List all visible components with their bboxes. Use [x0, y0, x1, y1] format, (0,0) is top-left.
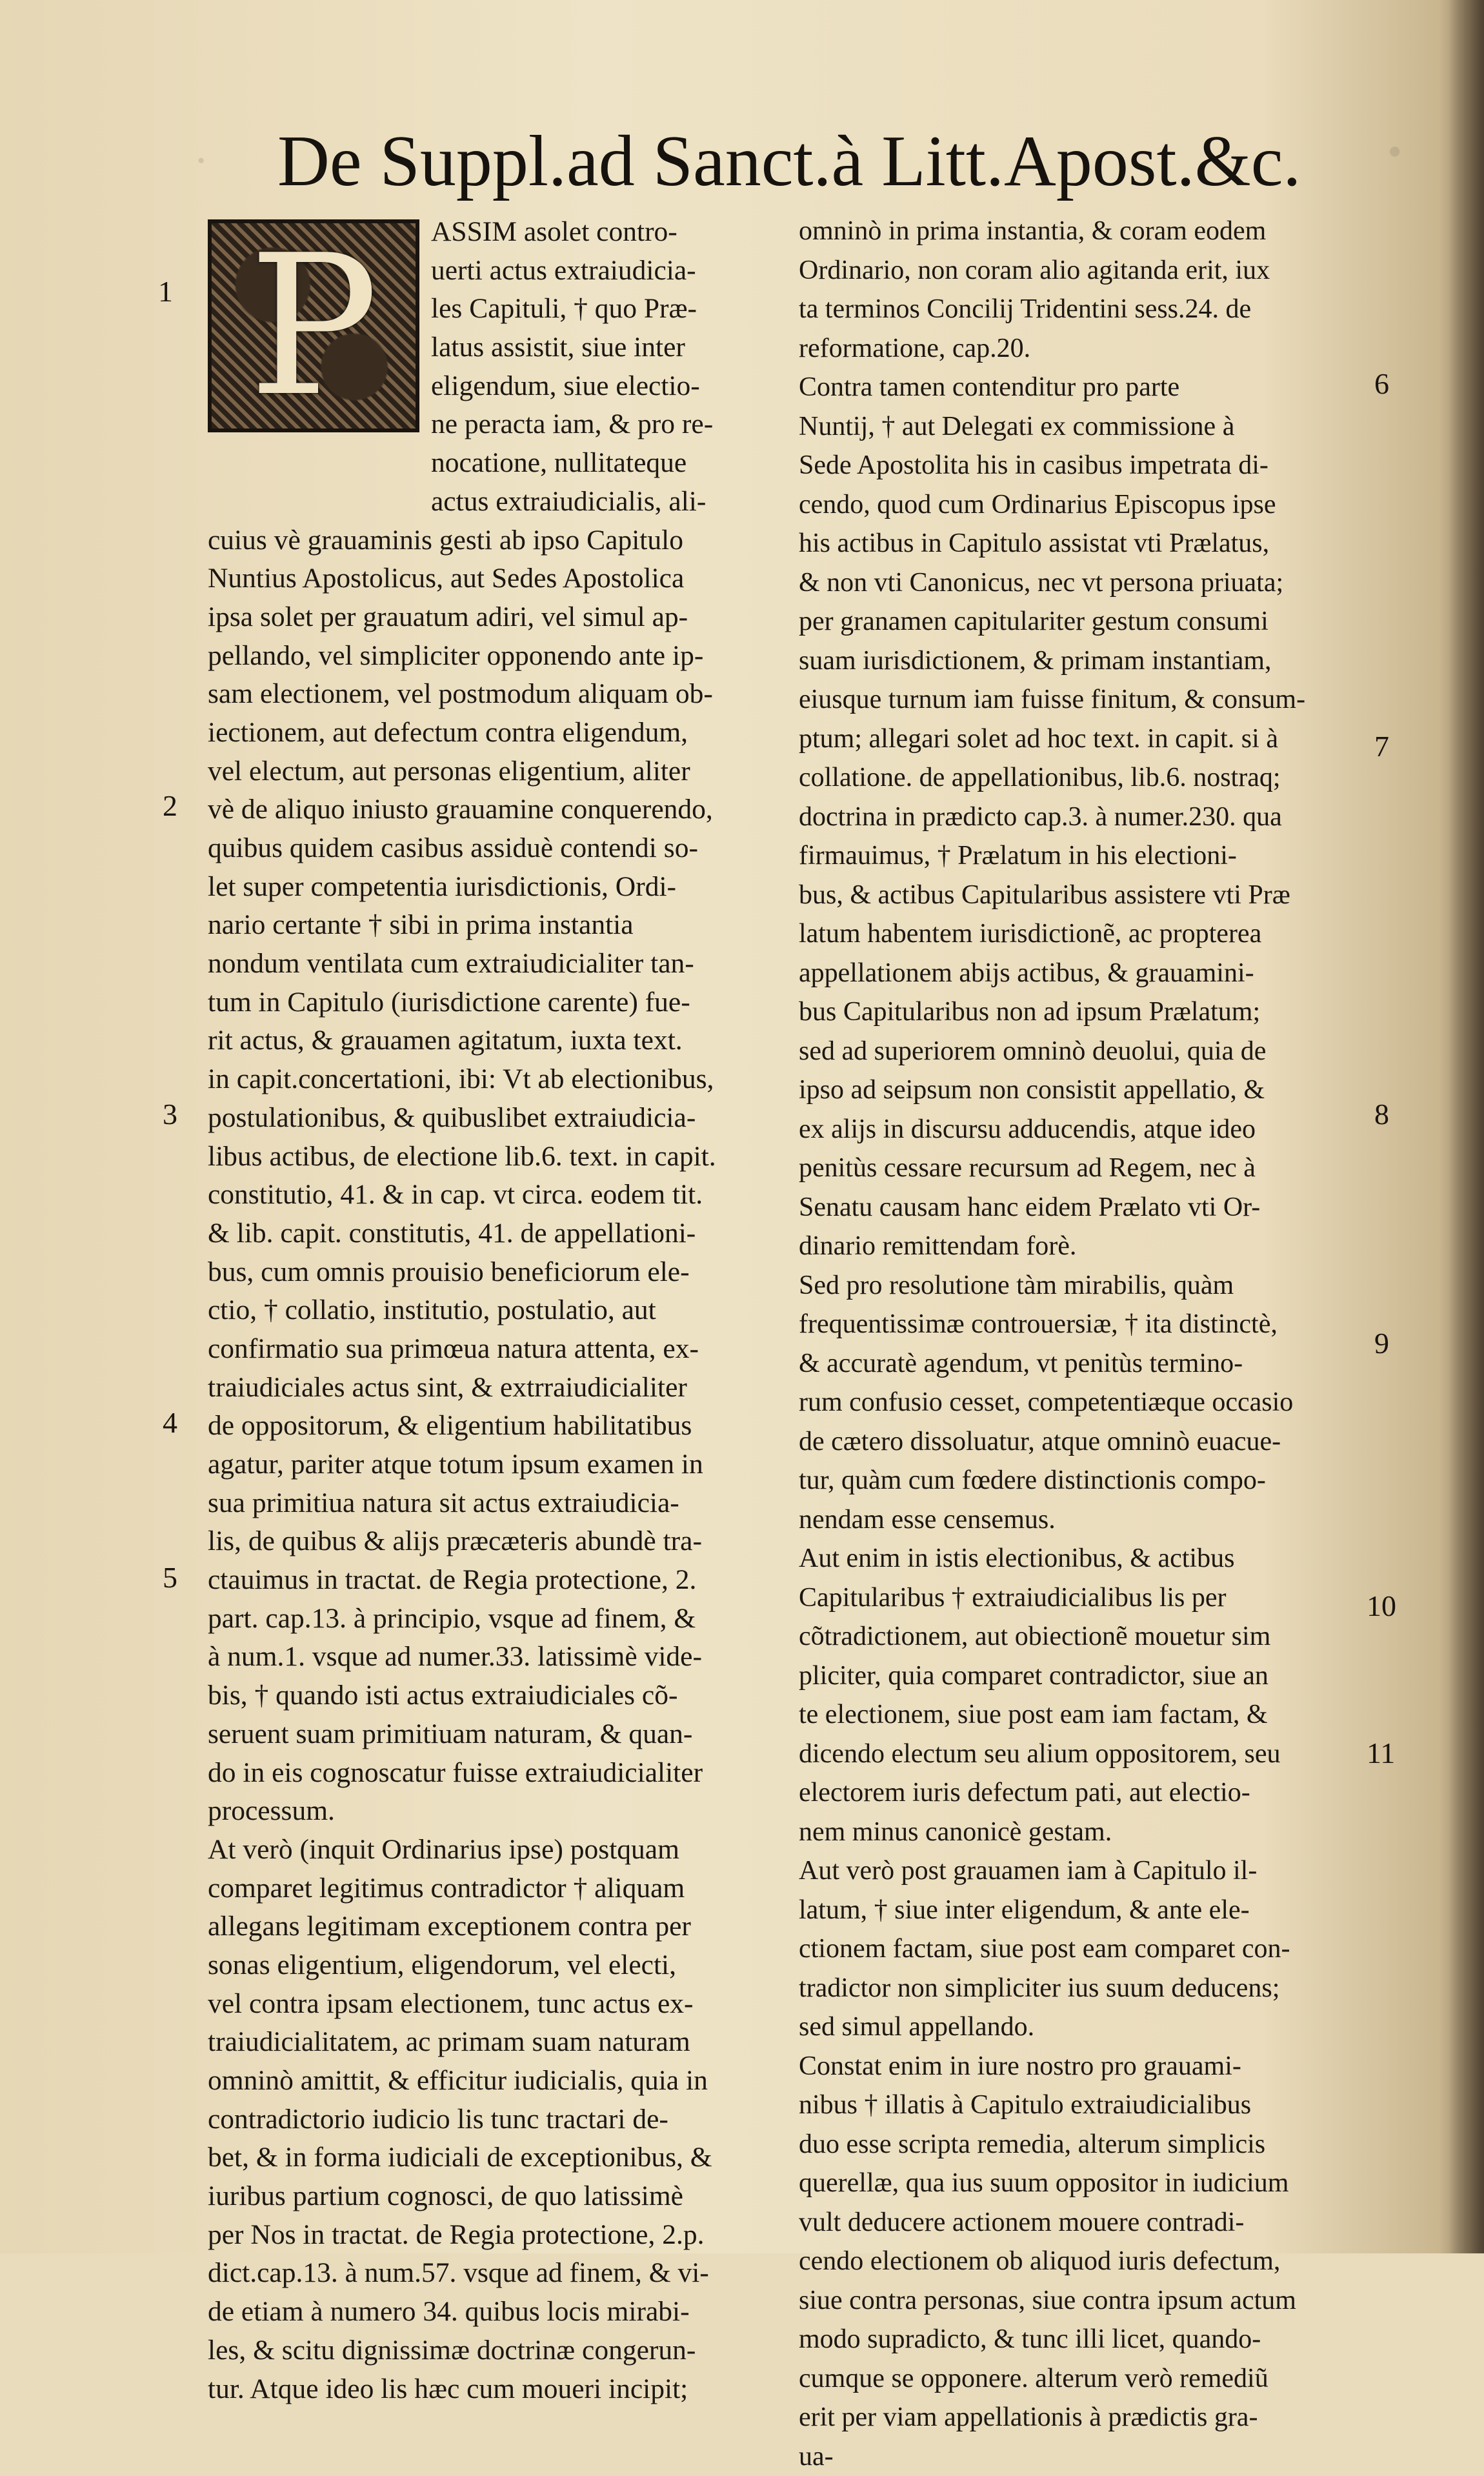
- text-line: ctauimus in tractat. de Regia protectione, 2.: [208, 1561, 776, 1600]
- text-line: firmauimus, † Prælatum in his electioni-: [799, 836, 1355, 876]
- text-line: & lib. capit. constitutis, 41. de appellationi-: [208, 1214, 776, 1253]
- text-line: actus extraiudicialis, ali-: [208, 483, 776, 521]
- text-line: eligendum, siue electio-: [208, 367, 776, 406]
- text-line: his actibus in Capitulo assistat vti Prælatus,: [799, 524, 1355, 563]
- text-line: de cætero dissoluatur, atque omninò euacue-: [799, 1422, 1355, 1462]
- margin-number-5: 5: [163, 1560, 177, 1595]
- text-line: Aut verò post grauamen iam à Capitulo il-: [799, 1851, 1355, 1891]
- text-line: Contra tamen contenditur pro parte: [799, 368, 1355, 407]
- text-line: sed ad superiorem omninò deuolui, quia de: [799, 1032, 1355, 1071]
- text-line: penitùs cessare recursum ad Regem, nec à: [799, 1149, 1355, 1188]
- text-line: omninò in prima instantia, & coram eodem: [799, 212, 1355, 251]
- text-line: ipso ad seipsum non consistit appellatio, &: [799, 1071, 1355, 1110]
- right-column: [799, 212, 1355, 2476]
- text-line: in capit.concertationi, ibi: Vt ab electionibus,: [208, 1060, 776, 1099]
- text-line: bet, & in forma iudiciali de exceptionibus, &: [208, 2139, 776, 2177]
- text-line: & non vti Canonicus, nec vt persona priuata;: [799, 563, 1355, 603]
- text-line: appellationem abijs actibus, & grauamini-: [799, 954, 1355, 993]
- text-line: collatione. de appellationibus, lib.6. nostraq;: [799, 758, 1355, 798]
- text-line: sua primitiua natura sit actus extraiudicia-: [208, 1484, 776, 1523]
- text-line: comparet legitimus contradictor † aliquam: [208, 1869, 776, 1908]
- bleed-through-left: ·: [194, 136, 208, 187]
- text-line: sed simul appellando.: [799, 2008, 1355, 2047]
- text-line: ne peracta iam, & pro re-: [208, 405, 776, 444]
- text-line: ua-: [799, 2437, 1355, 2476]
- text-line: cuius vè grauaminis gesti ab ipso Capitulo: [208, 521, 776, 560]
- text-line: latum habentem iurisdictionẽ, ac propterea: [799, 914, 1355, 954]
- text-line: ctio, † collatio, institutio, postulatio, aut: [208, 1291, 776, 1330]
- text-line: rum confusio cesset, competentiæque occasio: [799, 1383, 1355, 1422]
- text-line: Aut enim in istis electionibus, & actibus: [799, 1539, 1355, 1578]
- text-line: nendam esse censemus.: [799, 1500, 1355, 1540]
- text-line: suam iurisdictionem, & primam instantiam,: [799, 641, 1355, 681]
- text-line: Ordinario, non coram alio agitanda erit, iux: [799, 251, 1355, 290]
- text-line: Sede Apostolita his in casibus impetrata di-: [799, 446, 1355, 485]
- text-line: de etiam à numero 34. quibus locis mirabi-: [208, 2293, 776, 2331]
- text-line: pliciter, quia comparet contradictor, siue an: [799, 1656, 1355, 1696]
- margin-number-9: 9: [1374, 1326, 1389, 1360]
- text-line: processum.: [208, 1792, 776, 1831]
- margin-number-8: 8: [1374, 1097, 1389, 1131]
- text-line: & accuratè agendum, vt penitùs termino-: [799, 1344, 1355, 1384]
- text-line: iuribus partium cognosci, de quo latissimè: [208, 2177, 776, 2216]
- text-line: part. cap.13. à principio, vsque ad finem, &: [208, 1600, 776, 1638]
- margin-number-3: 3: [163, 1097, 177, 1131]
- text-line: nondum ventilata cum extraiudicialiter tan-: [208, 945, 776, 983]
- text-line: tum in Capitulo (iurisdictione carente) fue-: [208, 983, 776, 1022]
- text-line: tur, quàm cum fœdere distinctionis compo-: [799, 1461, 1355, 1500]
- text-line: agatur, pariter atque totum ipsum examen in: [208, 1445, 776, 1484]
- left-column: [208, 213, 776, 2408]
- text-line: vel contra ipsam electionem, tunc actus ex-: [208, 1985, 776, 2024]
- text-line: bus Capitularibus non ad ipsum Prælatum;: [799, 992, 1355, 1032]
- text-line: te electionem, siue post eam iam factam, &: [799, 1695, 1355, 1735]
- text-line: cendo, quod cum Ordinarius Episcopus ipse: [799, 485, 1355, 525]
- text-line: tradictor non simpliciter ius suum deducens;: [799, 1969, 1355, 2008]
- text-line: postulationibus, & quibuslibet extraiudicia-: [208, 1099, 776, 1138]
- bleed-through-right: ·: [1381, 103, 1409, 200]
- text-line: per Nos in tractat. de Regia protectione, 2.p.: [208, 2216, 776, 2255]
- margin-number-7: 7: [1374, 729, 1389, 763]
- text-line: do in eis cognoscatur fuisse extraiudicialiter: [208, 1754, 776, 1793]
- text-line: traiudicialitatem, ac primam suam naturam: [208, 2023, 776, 2062]
- text-line: eiusque turnum iam fuisse finitum, & consum-: [799, 680, 1355, 720]
- text-line: doctrina in prædicto cap.3. à numer.230. qua: [799, 798, 1355, 837]
- text-line: nem minus canonicè gestam.: [799, 1813, 1355, 1852]
- text-line: reformatione, cap.20.: [799, 329, 1355, 368]
- margin-number-4: 4: [163, 1405, 177, 1440]
- text-line: vè de aliquo iniusto grauamine conquerendo,: [208, 790, 776, 829]
- text-line: frequentissimæ controuersiæ, † ita distinctè,: [799, 1305, 1355, 1344]
- text-line: bis, † quando isti actus extraiudiciales cõ-: [208, 1676, 776, 1715]
- text-line: à num.1. vsque ad numer.33. latissimè vide-: [208, 1638, 776, 1676]
- text-line: let super competentia iurisdictionis, Ordi-: [208, 868, 776, 907]
- text-line: latum, † siue inter eligendum, & ante ele-: [799, 1891, 1355, 1930]
- margin-number-2: 2: [163, 789, 177, 823]
- text-line: nocatione, nullitateque: [208, 444, 776, 483]
- text-line: sam electionem, vel postmodum aliquam ob-: [208, 675, 776, 714]
- margin-number-11: 11: [1367, 1736, 1395, 1770]
- text-line: tur. Atque ideo lis hæc cum moueri incipit;: [208, 2370, 776, 2409]
- text-line: Nuntius Apostolicus, aut Sedes Apostolica: [208, 559, 776, 598]
- text-line: allegans legitimam exceptionem contra per: [208, 1907, 776, 1946]
- text-line: cendo electionem ob aliquod iuris defectum,: [799, 2242, 1355, 2281]
- text-line: dinario remittendam forè.: [799, 1227, 1355, 1266]
- initial-letter: P: [212, 223, 416, 428]
- text-line: nibus † illatis à Capitulo extraiudicialibus: [799, 2086, 1355, 2125]
- text-line: de oppositorum, & eligentium habilitatibus: [208, 1407, 776, 1445]
- text-line: electorem iuris defectum pati, aut electio-: [799, 1773, 1355, 1813]
- text-line: uerti actus extraiudicia-: [208, 252, 776, 290]
- text-line: cõtradictionem, aut obiectionẽ mouetur sim: [799, 1617, 1355, 1656]
- text-line: per granamen capitulariter gestum consumi: [799, 602, 1355, 641]
- text-line: seruent suam primitiuam naturam, & quan-: [208, 1715, 776, 1754]
- text-line: ipsa solet per grauatum adiri, vel simul ap-: [208, 598, 776, 637]
- text-line: sonas eligentium, eligendorum, vel electi,: [208, 1946, 776, 1985]
- text-line: querellæ, qua ius suum oppositor in iudicium: [799, 2164, 1355, 2203]
- text-line: ASSIM asolet contro-: [208, 213, 776, 252]
- text-line: bus, cum omnis prouisio beneficiorum ele-: [208, 1253, 776, 1292]
- text-line: ptum; allegari solet ad hoc text. in capit. si à: [799, 720, 1355, 759]
- text-line: lis, de quibus & alijs præcæteris abundè tra-: [208, 1522, 776, 1561]
- text-line: dict.cap.13. à num.57. vsque ad finem, & vi-: [208, 2254, 776, 2293]
- text-line: rit actus, & grauamen agitatum, iuxta text.: [208, 1022, 776, 1060]
- page-edge-shadow: [1449, 0, 1484, 2253]
- text-line: vult deducere actionem mouere contradi-: [799, 2203, 1355, 2242]
- text-line: At verò (inquit Ordinarius ipse) postquam: [208, 1831, 776, 1869]
- text-line: pellando, vel simpliciter opponendo ante ip-: [208, 637, 776, 676]
- margin-number-1: 1: [158, 274, 173, 308]
- text-line: ta terminos Concilij Tridentini sess.24. de: [799, 290, 1355, 329]
- text-line: constitutio, 41. & in cap. vt circa. eodem tit.: [208, 1176, 776, 1214]
- text-line: nario certante † sibi in prima instantia: [208, 906, 776, 945]
- text-line: libus actibus, de electione lib.6. text. in capit.: [208, 1138, 776, 1176]
- margin-number-6: 6: [1374, 367, 1389, 401]
- text-line: ctionem factam, siue post eam comparet con-: [799, 1929, 1355, 1969]
- running-title: De Suppl.ad Sanct.à Litt.Apost.&c.: [277, 123, 1310, 200]
- text-line: iectionem, aut defectum contra eligendum,: [208, 714, 776, 752]
- text-line: duo esse scripta remedia, alterum simplicis: [799, 2125, 1355, 2164]
- text-line: traiudiciales actus sint, & extrraiudicialiter: [208, 1369, 776, 1407]
- text-line: Nuntij, † aut Delegati ex commissione à: [799, 407, 1355, 447]
- text-line: dicendo electum seu alium oppositorem, seu: [799, 1735, 1355, 1774]
- text-line: confirmatio sua primœua natura attenta, ex-: [208, 1330, 776, 1369]
- text-line: Sed pro resolutione tàm mirabilis, quàm: [799, 1266, 1355, 1305]
- text-line: erit per viam appellationis à prædictis gra-: [799, 2398, 1355, 2437]
- text-line: quibus quidem casibus assiduè contendi so-: [208, 829, 776, 868]
- text-line: ex alijs in discursu adducendis, atque ideo: [799, 1110, 1355, 1149]
- text-line: modo supradicto, & tunc illi licet, quando-: [799, 2320, 1355, 2359]
- text-line: Capitularibus † extraiudicialibus lis per: [799, 1578, 1355, 1618]
- text-line: Senatu causam hanc eidem Prælato vti Or-: [799, 1188, 1355, 1227]
- text-line: les Capituli, † quo Præ-: [208, 290, 776, 328]
- margin-number-10: 10: [1367, 1589, 1396, 1623]
- text-line: siue contra personas, siue contra ipsum actum: [799, 2281, 1355, 2320]
- text-line: bus, & actibus Capitularibus assistere vti Præ: [799, 876, 1355, 915]
- text-line: latus assistit, siue inter: [208, 328, 776, 367]
- text-line: cumque se opponere. alterum verò remediũ: [799, 2359, 1355, 2399]
- text-line: vel electum, aut personas eligentium, aliter: [208, 752, 776, 791]
- text-line: omninò amittit, & efficitur iudicialis, quia in: [208, 2062, 776, 2100]
- text-line: Constat enim in iure nostro pro grauami-: [799, 2047, 1355, 2086]
- text-line: contradictorio iudicio lis tunc tractari de-: [208, 2100, 776, 2139]
- text-line: les, & scitu dignissimæ doctrinæ congerun-: [208, 2331, 776, 2370]
